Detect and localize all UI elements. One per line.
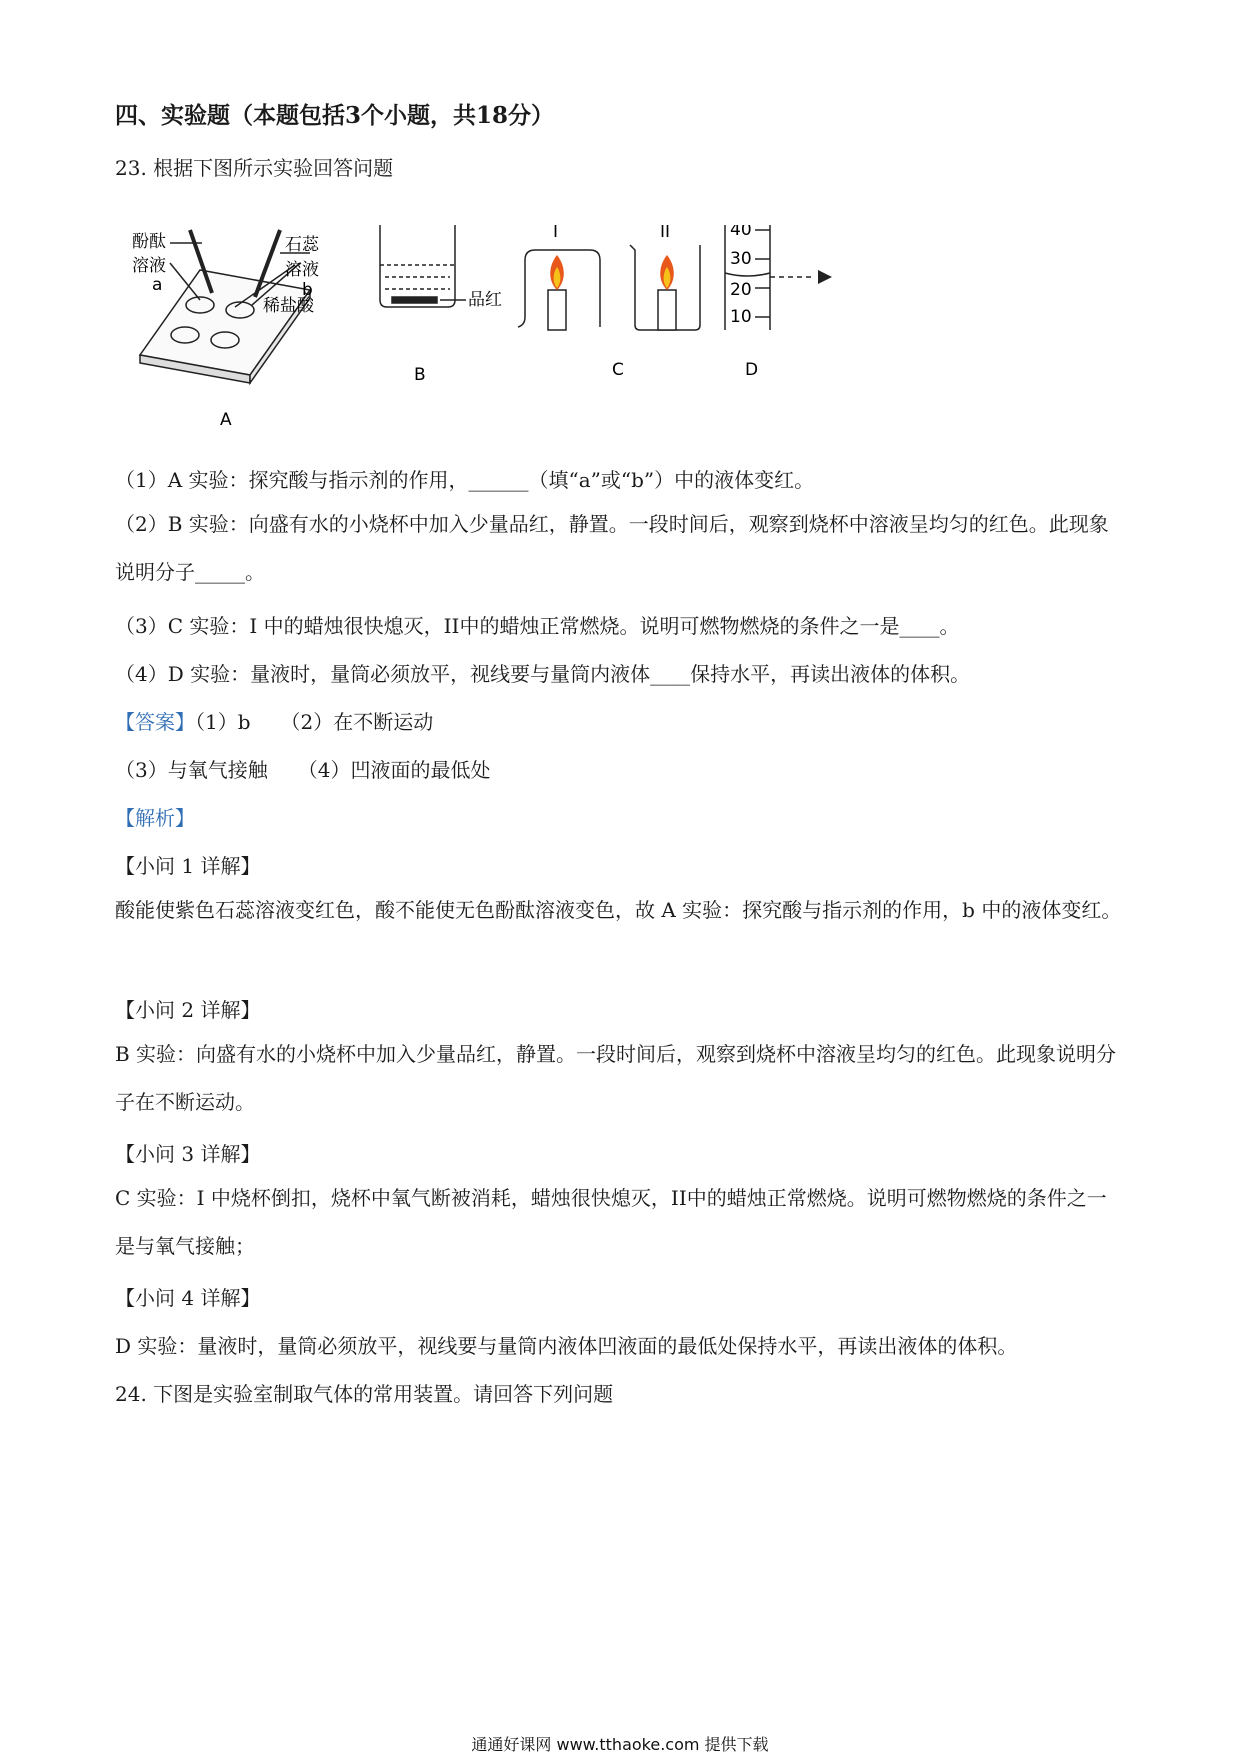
figure-b-beaker <box>380 225 466 307</box>
tick-30: 30 <box>730 249 752 269</box>
sub2-text: B 实验：向盛有水的小烧杯中加入少量品红，静置。一段时间后，观察到烧杯中溶液呈均匀的红色。此现象说明分子在不断运动。 <box>115 1042 1117 1114</box>
answer-line-2: （3）与氧气接触 （4）凹液面的最低处 <box>115 758 491 782</box>
caption-a: A <box>220 410 232 430</box>
sub4-title: 【小问 4 详解】 <box>115 1286 261 1310</box>
answer-line-1 <box>115 708 433 736</box>
label-phenol-2: 溶液 <box>132 256 166 276</box>
label-b: b <box>302 280 313 300</box>
question-23-stem: 23. 根据下图所示实验回答问题 <box>115 156 394 180</box>
sub2-title: 【小问 2 详解】 <box>115 998 261 1022</box>
sub1-title: 【小问 1 详解】 <box>115 854 261 878</box>
sub3-text: C 实验：I 中烧杯倒扣，烧杯中氧气断被消耗，蜡烛很快熄灭，II中的蜡烛正常燃烧。说明可燃物燃烧的条件之一是与氧气接触； <box>115 1186 1107 1258</box>
label-litmus-2: 溶液 <box>285 260 319 280</box>
q23-part-3: （3）C 实验：I 中的蜡烛很快熄灭，II中的蜡烛正常燃烧。说明可燃物燃烧的条件之一是____。 <box>115 614 960 638</box>
label-a: a <box>152 275 163 295</box>
label-litmus-1: 石蕊 <box>285 235 319 255</box>
caption-b: B <box>414 365 426 385</box>
answer-text-1: （1）b （2）在不断运动 <box>195 710 434 734</box>
tick-20: 20 <box>730 280 752 300</box>
answer-tag: 【答案】 <box>115 710 195 734</box>
tick-40: 40 <box>730 225 752 240</box>
page-footer: 通通好课网 www.tthaoke.com 提供下载 <box>471 1735 769 1754</box>
q23-part-1: （1）A 实验：探究酸与指示剂的作用，______（填“a”或“b”）中的液体变红。 <box>115 468 815 492</box>
analysis-tag: 【解析】 <box>115 806 195 830</box>
question-24-stem: 24. 下图是实验室制取气体的常用装置。请回答下列问题 <box>115 1382 614 1406</box>
sub1-text: 酸能使紫色石蕊溶液变红色，酸不能使无色酚酞溶液变色，故 A 实验：探究酸与指示剂的作用，b 中的液体变红。 <box>115 898 1122 922</box>
sub3-title: 【小问 3 详解】 <box>115 1142 261 1166</box>
caption-c: C <box>612 360 624 380</box>
label-dye: 品红 <box>468 290 502 310</box>
figure-c-candles <box>518 245 700 330</box>
caption-d: D <box>745 360 759 380</box>
section-title: 四、实验题（本题包括3个小题，共18分） <box>115 102 555 129</box>
experiment-diagram <box>130 225 970 435</box>
label-i: I <box>553 225 559 242</box>
sub4-text: D 实验：量液时，量筒必须放平，视线要与量筒内液体凹液面的最低处保持水平，再读出液体的体积。 <box>115 1334 1018 1358</box>
label-phenol-1: 酚酞 <box>132 232 166 252</box>
q23-part-4: （4）D 实验：量液时，量筒必须放平，视线要与量筒内液体____保持水平，再读出液体的体积。 <box>115 662 971 686</box>
experiment-figure <box>130 225 970 435</box>
tick-10: 10 <box>730 307 752 327</box>
label-ii: II <box>660 225 671 242</box>
eye-icon <box>818 270 832 284</box>
q23-part-2: （2）B 实验：向盛有水的小烧杯中加入少量品红，静置。一段时间后，观察到烧杯中溶液呈均匀的红色。此现象说明分子_____。 <box>115 512 1109 584</box>
label-acid: 稀盐酸 <box>263 296 314 316</box>
